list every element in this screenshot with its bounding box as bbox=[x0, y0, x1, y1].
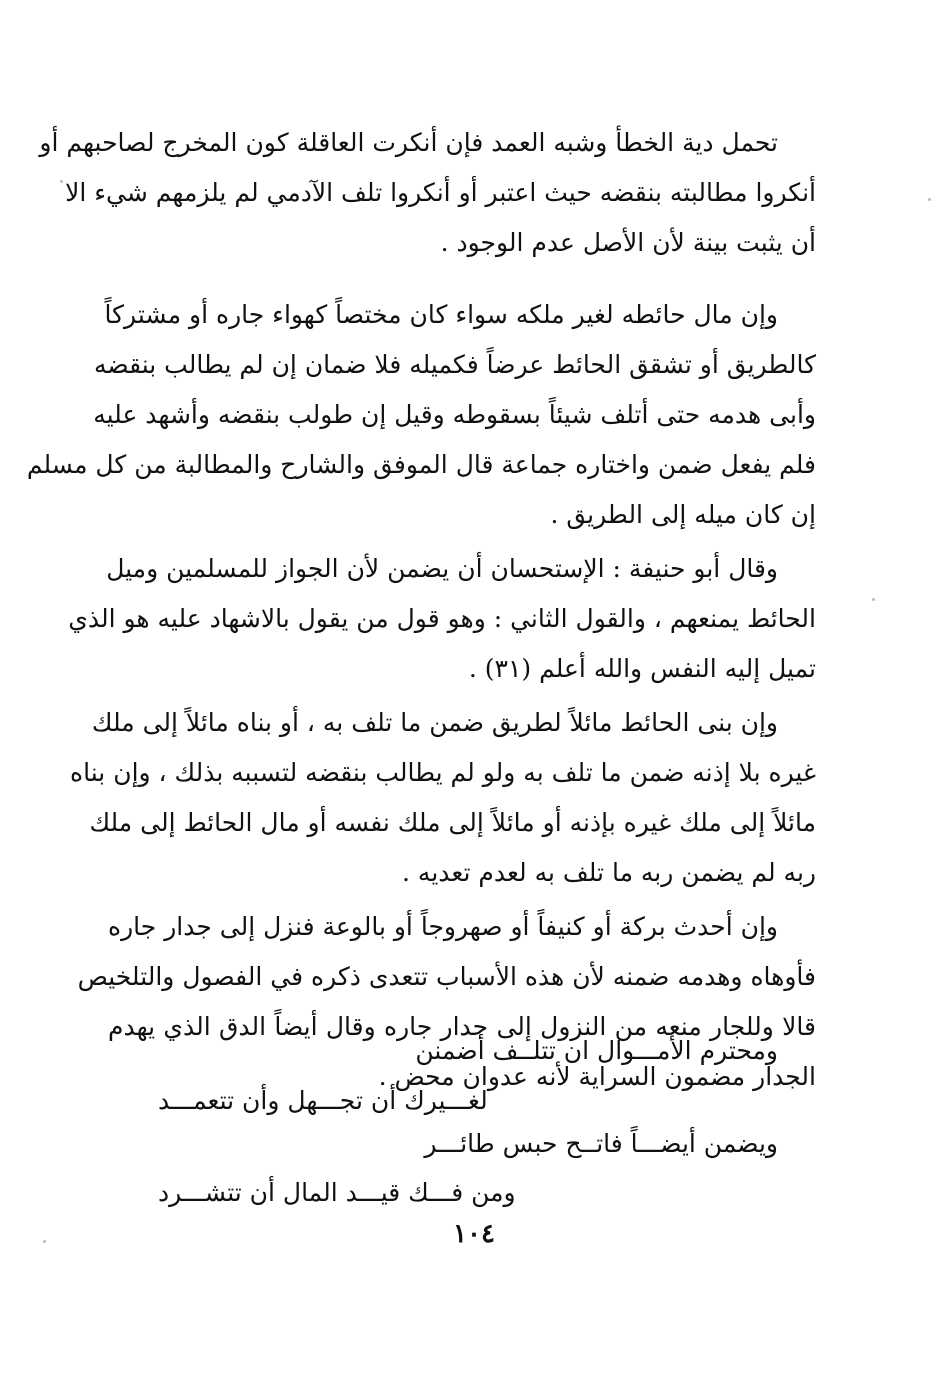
verse-line bbox=[108, 1168, 816, 1218]
text-line: تميل إليه النفس والله أعلم (٣١) . bbox=[468, 654, 816, 683]
paragraph-2 bbox=[26, 290, 816, 540]
text-line: تحمل دية الخطأ وشبه العمد فإن أنكرت العاقلة كون المخرج لصاحبهم أو bbox=[39, 128, 778, 157]
text-line: قالا وللجار منعه من النزول إلى جدار جاره وقال أيضاً الدق الذي يهدم bbox=[108, 1012, 816, 1041]
verse-hemistich: ومن فـــك قيـــد المال أن تتشـــرد bbox=[158, 1178, 516, 1207]
verse-hemistich: لغـــيرك أن تجـــهل وأن تتعمـــد bbox=[158, 1086, 488, 1115]
paragraph-gap bbox=[108, 268, 816, 290]
text-line: أن يثبت بينة لأن الأصل عدم الوجود . bbox=[440, 228, 816, 257]
text-line: إن كان ميله إلى الطريق . bbox=[550, 500, 816, 529]
text-line: أنكروا مطالبته بنقضه حيث اعتبر أو أنكروا تلف الآدمي لم يلزمهم شيء الا bbox=[65, 178, 816, 207]
text-line: كالطريق أو تشقق الحائط عرضاً فكميله فلا ضمان إن لم يطالب بنقضه bbox=[94, 350, 816, 379]
text-line: فأوهاه وهدمه ضمنه لأن هذه الأسباب تتعدى ذكره في الفصول والتلخيص bbox=[77, 962, 816, 991]
text-line: وإن أحدث بركة أو كنيفاً أو صهروجاً أو بالوعة فنزل إلى جدار جاره bbox=[108, 912, 778, 941]
verse-hemistich: ويضمن أيضـــاً فاتــح حبس طائـــر bbox=[424, 1129, 778, 1158]
paragraph-1 bbox=[39, 118, 816, 268]
text-line: ربه لم يضمن ربه ما تلف به لعدم تعديه . bbox=[402, 858, 816, 887]
scan-speck bbox=[928, 198, 931, 201]
text-line: وقال أبو حنيفة : الإستحسان أن يضمن لأن الجواز للمسلمين وميل bbox=[106, 554, 778, 583]
page-number: ١٠٤ bbox=[453, 1219, 495, 1249]
text-line: وأبى هدمه حتى أتلف شيئاً بسقوطه وقيل إن طولب بنقضه وأشهد عليه bbox=[93, 400, 816, 429]
text-line: الحائط يمنعهم ، والقول الثاني : وهو قول من يقول بالاشهاد عليه هو الذي bbox=[68, 604, 816, 633]
text-line: فلم يفعل ضمن واختاره جماعة قال الموفق والشارح والمطالبة من كل مسلم bbox=[26, 450, 816, 479]
scan-speck bbox=[43, 1240, 46, 1243]
text-line: الجدار مضمون السراية لأنه عدوان محض . bbox=[378, 1062, 816, 1091]
scan-speck bbox=[60, 180, 63, 183]
verse-line bbox=[108, 1026, 816, 1076]
text-line: مائلاً إلى ملك غيره بإذنه أو مائلاً إلى ملك نفسه أو مال الحائط إلى ملك bbox=[89, 808, 816, 837]
text-line: غيره بلا إذنه ضمن ما تلف به ولو لم يطالب بنقضه لتسببه بذلك ، وإن بناه bbox=[70, 758, 816, 787]
scan-speck bbox=[872, 598, 875, 601]
text-line: وإن بنى الحائط مائلاً لطريق ضمن ما تلف به ، أو بناه مائلاً إلى ملك bbox=[91, 708, 778, 737]
verse-line bbox=[108, 1119, 816, 1169]
body-text bbox=[26, 118, 816, 1102]
paragraph-3 bbox=[68, 544, 816, 694]
text-line: وإن مال حائطه لغير ملكه سواء كان مختصاً كهواء جاره أو مشتركاً bbox=[104, 300, 778, 329]
verse-hemistich: ومحترم الأمـــوال ان تتلــف أضمنن bbox=[415, 1036, 778, 1065]
paragraph-4 bbox=[70, 698, 816, 898]
